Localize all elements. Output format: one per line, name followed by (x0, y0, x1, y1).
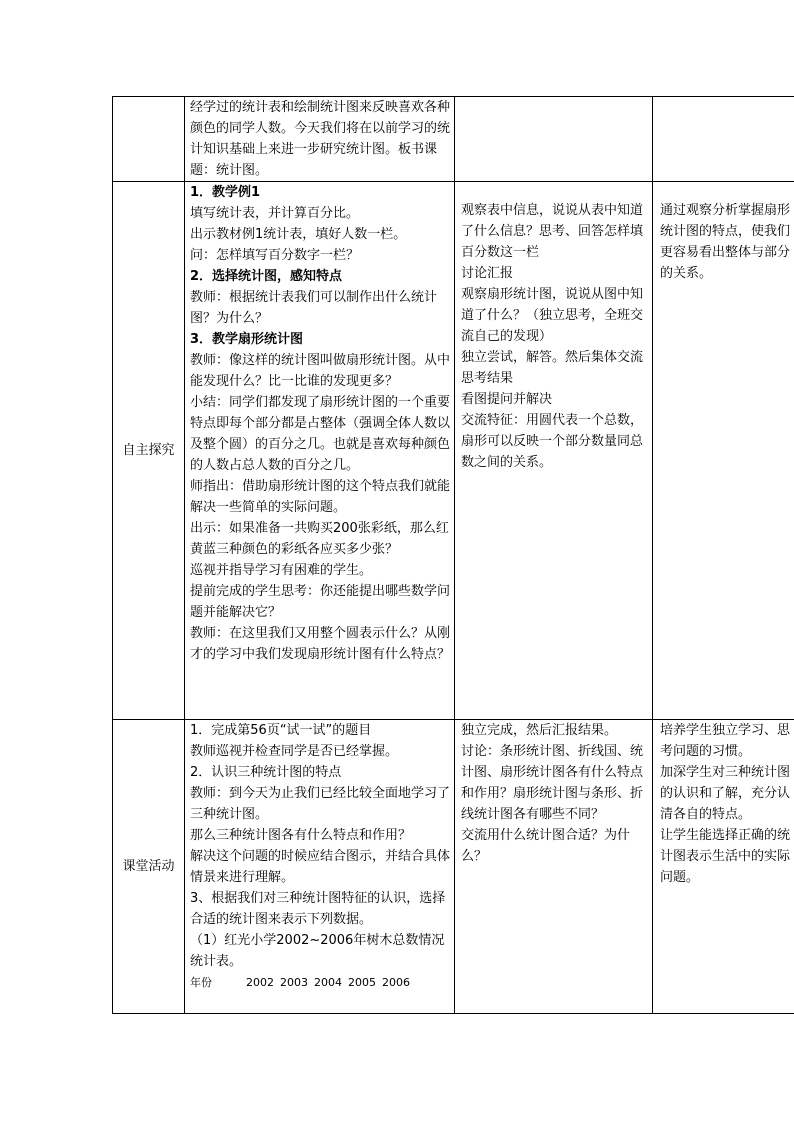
paragraph: 经学过的统计表和绘制统计图来反映喜欢各种颜色的同学人数。今天我们将在以前学习的统计知识基础上来进一步研究统计图。板书课题：统计图。 (190, 100, 451, 178)
paragraph: 交流特征：用圆代表一个总数，扇形可以反映一个部分数量同总数之间的关系。 (461, 413, 644, 470)
paragraph: 让学生能选择正确的统计图表示生活中的实际问题。 (660, 828, 791, 885)
paragraph: 解决这个问题的时候应结合图示，并结合具体情景来进行理解。 (190, 849, 451, 885)
paragraph: 小结：同学们都发现了扇形统计图的一个重要特点即每个部分都是占整体（强调全体人数以及整个圆）的百分之几。也就是喜欢每种颜色的人数占总人数的百分之几。 (190, 395, 451, 473)
paragraph: 出示教材例1统计表，填好人数一栏。 (190, 227, 407, 242)
paragraph: 填写统计表，并计算百分比。 (190, 206, 360, 221)
paragraph: 观察扇形统计图，说说从图中知道了什么？（独立思考，全班交流自己的发现） (461, 287, 644, 344)
paragraph: 教师：到今天为止我们已经比较全面地学习了三种统计图。 (190, 786, 451, 822)
row-label (113, 97, 185, 182)
heading-choose-chart: 2．选择统计图，感知特点 (190, 269, 343, 284)
paragraph: 教师：像这样的统计图叫做扇形统计图。从中能发现什么？比一比谁的发现更多？ (190, 353, 451, 389)
paragraph: 看图提问并解决 (461, 392, 553, 407)
paragraph: 师指出：借助扇形统计图的这个特点我们就能解决一些简单的实际问题。 (190, 479, 451, 515)
heading-example-1: 1．教学例1 (190, 185, 261, 200)
paragraph: 讨论：条形统计图、折线国、统计图、扇形统计图各有什么特点和作用？扇形统计图与条形、折线统计图各有哪些不同？ (461, 744, 644, 822)
paragraph: 教师巡视并检查同学是否已经掌握。 (190, 744, 399, 759)
row-label-activity: 课堂活动 (113, 720, 185, 1014)
table-row-intro (113, 97, 794, 182)
paragraph: 3、根据我们对三种统计图特征的认识，选择合适的统计图来表示下列数据。 (190, 891, 446, 927)
paragraph: 提前完成的学生思考：你还能提出哪些数学问题并能解决它？ (190, 584, 451, 620)
paragraph: 通过观察分析掌握扇形统计图的特点，使我们更容易看出整体与部分的关系。 (660, 203, 791, 281)
student-activity-cell (455, 182, 653, 720)
year-value: 2006 (382, 976, 410, 989)
year-value: 2005 (348, 976, 376, 989)
year-value: 2003 (280, 976, 308, 989)
teacher-activity-cell (185, 97, 455, 182)
paragraph: 观察表中信息，说说从表中知道了什么信息？思考、回答怎样填百分数这一栏 (461, 203, 644, 260)
paragraph: 培养学生独立学习、思考问题的习惯。 (660, 723, 791, 759)
heading-pie-chart: 3．教学扇形统计图 (190, 332, 304, 347)
paragraph: 独立完成，然后汇报结果。 (461, 723, 618, 738)
year-row-label: 年份 (190, 976, 212, 989)
paragraph: 教师：在这里我们又用整个圆表示什么？从刚才的学习中我们发现扇形统计图有什么特点？ (190, 626, 451, 662)
design-intent-cell (653, 720, 794, 1014)
paragraph: 出示：如果准备一共购买200张彩纸，那么红黄蓝三种颜色的彩纸各应买多少张？ (190, 521, 449, 557)
paragraph: 1．完成第56页“试一试”的题目 (190, 723, 372, 738)
teacher-activity-cell (185, 182, 455, 720)
year-row (190, 972, 450, 993)
paragraph: 问：怎样填写百分数字一栏？ (190, 248, 360, 263)
lesson-plan-table (112, 96, 794, 1014)
design-intent-cell (653, 182, 794, 720)
design-intent-cell (653, 97, 794, 182)
table-row-activity (113, 720, 794, 1014)
row-label-explore: 自主探究 (113, 182, 185, 720)
year-value: 2004 (314, 976, 342, 989)
paragraph: 独立尝试，解答。然后集体交流思考结果 (461, 350, 644, 386)
paragraph: 交流用什么统计图合适？为什么？ (461, 828, 631, 864)
paragraph: 那么三种统计图各有什么特点和作用？ (190, 828, 412, 843)
teacher-activity-cell (185, 720, 455, 1014)
student-activity-cell (455, 720, 653, 1014)
paragraph: 巡视并指导学习有困难的学生。 (190, 563, 373, 578)
year-value: 2002 (246, 976, 274, 989)
paragraph: 加深学生对三种统计图的认识和了解，充分认清各自的特点。 (660, 765, 791, 822)
table-row-explore (113, 182, 794, 720)
paragraph: 教师：根据统计表我们可以制作出什么统计图？为什么？ (190, 290, 438, 326)
paragraph: 讨论汇报 (461, 266, 514, 281)
paragraph: （1）红光小学2002~2006年树木总数情况统计表。 (190, 933, 445, 969)
paragraph: 2．认识三种统计图的特点 (190, 765, 342, 780)
student-activity-cell (455, 97, 653, 182)
